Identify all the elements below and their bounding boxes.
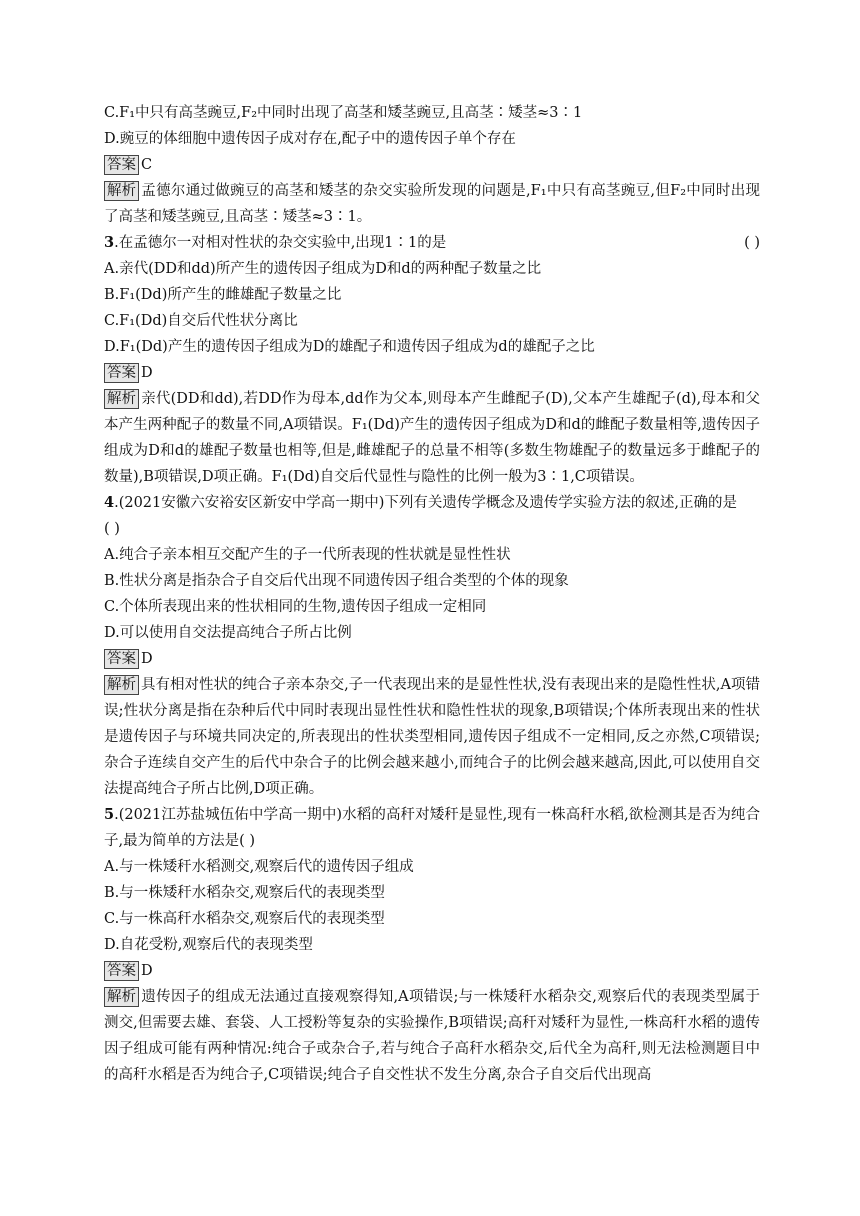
q5-explanation: [104, 984, 760, 1088]
explanation-tag: 解析: [104, 389, 139, 409]
question-number: 3: [104, 234, 115, 251]
answer-value: C: [141, 157, 153, 173]
q5-option-c: C.与一株高秆水稻杂交,观察后代的表现类型: [104, 911, 385, 927]
q3-answer: [104, 360, 760, 386]
q5-option-b: B.与一株矮秆水稻杂交,观察后代的表现类型: [104, 885, 385, 901]
answer-value: D: [141, 365, 153, 381]
q5-answer: [104, 958, 760, 984]
explanation-tag: 解析: [104, 987, 139, 1007]
q5-stem: [104, 802, 760, 854]
question-text: .(2021安徽六安裕安区新安中学高一期中)下列有关遗传学概念及遗传学实验方法的叙述,正确的是: [114, 495, 738, 511]
explanation-text: 具有相对性状的纯合子亲本杂交,子一代表现出来的是显性性状,没有表现出来的是隐性性状,A项错误;性状分离是指在杂种后代中同时表现出显性性状和隐性性状的现象,B项错误;个体所表现出来的性状是遗传因子与环境共同决定的,所表现出的性状类型相同,遗传因子组成不一定相同,反之亦然,C项错误;杂合子连续自交产生的后代中杂合子的比例会越来越小,而纯合子的比例会越来越高,因此,可以使用自交法提高纯合子所占比例,D项正确。: [104, 677, 760, 797]
question-text: .在孟德尔一对相对性状的杂交实验中,出现1∶1的是: [114, 235, 447, 251]
explanation-tag: 解析: [104, 675, 139, 695]
q2-answer: [104, 152, 760, 178]
q4-answer: [104, 646, 760, 672]
q5-option-d: D.自花受粉,观察后代的表现类型: [104, 937, 313, 953]
q4-bracket: ( ): [104, 521, 120, 537]
answer-tag: 答案: [104, 961, 139, 981]
q2-explanation: [104, 178, 760, 230]
document-page: [104, 100, 760, 1088]
answer-tag: 答案: [104, 155, 139, 175]
q3-option-d: D.F₁(Dd)产生的遗传因子组成为D的雄配子和遗传因子组成为d的雄配子之比: [104, 339, 595, 355]
question-text: .(2021江苏盐城伍佑中学高一期中)水稻的高秆对矮秆是显性,现有一株高秆水稻,欲检测其是否为纯合子,最为简单的方法是( ): [104, 807, 760, 849]
answer-bracket: ( ): [744, 235, 760, 251]
q4-explanation: [104, 672, 760, 802]
explanation-text: 亲代(DD和dd),若DD作为母本,dd作为父本,则母本产生雌配子(D),父本产生雄配子(d),母本和父本产生两种配子的数量不同,A项错误。F₁(Dd)产生的遗传因子组成为D和d的雌配子数量相等,遗传因子组成为D和d的雄配子数量也相等,但是,雌雄配子的总量不相等(多数生物雄配子的数量远多于雌配子的数量),B项错误,D项正确。F₁(Dd)自交后代显性与隐性的比例一般为3∶1,C项错误。: [104, 391, 760, 485]
explanation-tag: 解析: [104, 181, 139, 201]
explanation-text: 孟德尔通过做豌豆的高茎和矮茎的杂交实验所发现的问题是,F₁中只有高茎豌豆,但F₂中同时出现了高茎和矮茎豌豆,且高茎∶矮茎≈3∶1。: [104, 183, 760, 225]
question-number: 5: [104, 806, 115, 823]
q4-option-d: D.可以使用自交法提高纯合子所占比例: [104, 625, 352, 641]
explanation-text: 遗传因子的组成无法通过直接观察得知,A项错误;与一株矮秆水稻杂交,观察后代的表现类型属于测交,但需要去雄、套袋、人工授粉等复杂的实验操作,B项错误;高秆对矮秆为显性,一株高秆水稻的遗传因子组成可能有两种情况:纯合子或杂合子,若与纯合子高秆水稻杂交,后代全为高秆,则无法检测题目中的高秆水稻是否为纯合子,C项错误;纯合子自交性状不发生分离,杂合子自交后代出现高: [104, 989, 760, 1083]
q4-stem: [104, 490, 760, 516]
q5-option-a: A.与一株矮秆水稻测交,观察后代的遗传因子组成: [104, 859, 414, 875]
answer-value: D: [141, 963, 153, 979]
q3-option-c: C.F₁(Dd)自交后代性状分离比: [104, 313, 298, 329]
q2-option-d: D.豌豆的体细胞中遗传因子成对存在,配子中的遗传因子单个存在: [104, 131, 516, 147]
q3-stem: [104, 230, 760, 256]
question-number: 4: [104, 494, 115, 511]
answer-tag: 答案: [104, 363, 139, 383]
q4-option-b: B.性状分离是指杂合子自交后代出现不同遗传因子组合类型的个体的现象: [104, 573, 569, 589]
q2-option-c: C.F₁中只有高茎豌豆,F₂中同时出现了高茎和矮茎豌豆,且高茎∶矮茎≈3∶1: [104, 105, 583, 121]
q4-option-c: C.个体所表现出来的性状相同的生物,遗传因子组成一定相同: [104, 599, 487, 615]
answer-tag: 答案: [104, 649, 139, 669]
q4-option-a: A.纯合子亲本相互交配产生的子一代所表现的性状就是显性性状: [104, 547, 511, 563]
q3-option-a: A.亲代(DD和dd)所产生的遗传因子组成为D和d的两种配子数量之比: [104, 261, 542, 277]
q3-explanation: [104, 386, 760, 490]
answer-value: D: [141, 651, 153, 667]
q3-option-b: B.F₁(Dd)所产生的雌雄配子数量之比: [104, 287, 342, 303]
